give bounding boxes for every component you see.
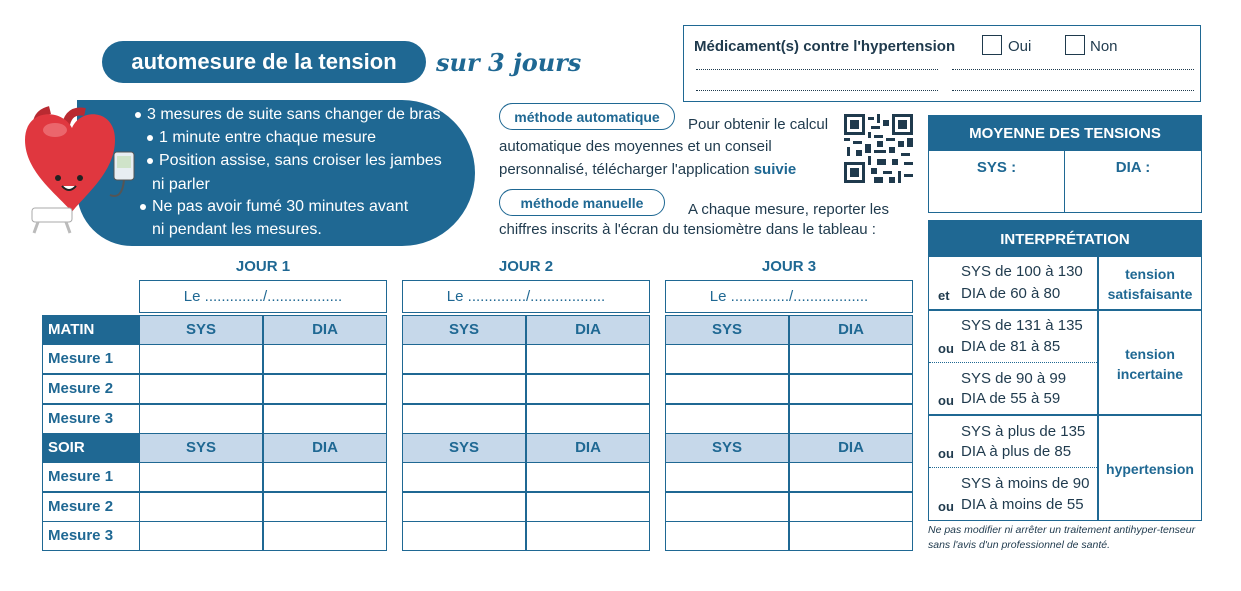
- divider: [929, 362, 1097, 363]
- dia-input-cell[interactable]: [789, 492, 913, 522]
- day-title: JOUR 3: [761, 258, 817, 275]
- oui-checkbox[interactable]: [982, 35, 1002, 55]
- dia-input-cell[interactable]: [526, 462, 650, 492]
- instruction-item: [147, 152, 442, 170]
- sys-input-cell[interactable]: [665, 462, 789, 492]
- interp-label-incertaine: [1099, 344, 1201, 384]
- heart-mascot-icon: [10, 100, 135, 235]
- method-manual-text: chiffres inscrits à l'écran du tensiomètre dans le tableau :: [499, 221, 876, 238]
- instruction-text: 3 mesures de suite sans changer de bras: [147, 106, 441, 123]
- interp-label-hypertension: hypertension: [1106, 461, 1194, 477]
- method-auto-text: Pour obtenir le calcul: [688, 116, 829, 133]
- dia-input-cell[interactable]: [263, 462, 387, 492]
- row-label: Mesure 2: [42, 374, 140, 404]
- dia-input-cell[interactable]: [526, 492, 650, 522]
- instruction-item: [135, 106, 441, 124]
- interp-sys-range: SYS à moins de 90: [961, 475, 1090, 492]
- section-label: SOIR: [42, 433, 140, 463]
- dia-input-cell[interactable]: [789, 521, 913, 551]
- average-title: MOYENNE DES TENSIONS: [929, 116, 1201, 151]
- dia-input-cell[interactable]: [263, 404, 387, 434]
- sys-header: SYS: [402, 315, 526, 345]
- divider: [929, 414, 1201, 416]
- medication-label: Médicament(s) contre l'hypertension: [694, 38, 956, 55]
- page-title: automesure de la tension: [102, 41, 426, 83]
- instruction-text: ni parler: [152, 176, 210, 193]
- dia-input-cell[interactable]: [789, 462, 913, 492]
- interp-dia-range: DIA de 81 à 85: [961, 338, 1061, 355]
- method-auto-text: [499, 161, 796, 178]
- instruction-text: ni pendant les mesures.: [152, 221, 322, 238]
- interpretation-title: INTERPRÉTATION: [929, 221, 1201, 257]
- interp-dia-range: DIA de 60 à 80: [961, 285, 1061, 302]
- interp-label-line: tension: [1125, 346, 1175, 362]
- average-sys-field[interactable]: SYS :: [929, 151, 1065, 212]
- day-title: JOUR 1: [235, 258, 291, 275]
- sys-input-cell[interactable]: [402, 462, 526, 492]
- sys-input-cell[interactable]: [665, 492, 789, 522]
- divider: [929, 467, 1097, 468]
- dia-header: DIA: [526, 433, 650, 463]
- dia-header: DIA: [789, 433, 913, 463]
- average-dia-field[interactable]: DIA :: [1115, 159, 1151, 176]
- interp-label-line: tension: [1125, 266, 1175, 282]
- method-auto-text: automatique des moyennes et un conseil: [499, 138, 772, 155]
- dia-header: DIA: [263, 315, 387, 345]
- interpretation-box: [928, 220, 1202, 521]
- dia-header: DIA: [263, 433, 387, 463]
- instruction-text: Position assise, sans croiser les jambes: [159, 152, 442, 169]
- sys-input-cell[interactable]: [402, 404, 526, 434]
- medication-line-field[interactable]: [696, 69, 938, 70]
- method-manual-text: A chaque mesure, reporter les: [688, 201, 889, 218]
- method-auto-badge: méthode automatique: [499, 103, 675, 130]
- interp-sys-range: SYS à plus de 135: [961, 423, 1086, 440]
- medication-line-field[interactable]: [952, 90, 1194, 91]
- qr-code-icon[interactable]: [844, 114, 913, 183]
- row-label: Mesure 1: [42, 462, 140, 492]
- dia-input-cell[interactable]: [263, 374, 387, 404]
- sys-input-cell[interactable]: [665, 521, 789, 551]
- sys-input-cell[interactable]: [139, 462, 263, 492]
- dia-input-cell[interactable]: [263, 492, 387, 522]
- interp-label-line: satisfaisante: [1107, 286, 1193, 302]
- oui-label: Oui: [1008, 38, 1032, 55]
- dia-input-cell[interactable]: [263, 344, 387, 374]
- dia-input-cell[interactable]: [526, 374, 650, 404]
- instruction-text: Ne pas avoir fumé 30 minutes avant: [152, 198, 409, 215]
- date-field[interactable]: Le ............../..................: [402, 280, 650, 313]
- sys-input-cell[interactable]: [665, 404, 789, 434]
- section-label: MATIN: [42, 315, 140, 345]
- interp-label-line: incertaine: [1116, 366, 1184, 382]
- row-label: Mesure 1: [42, 344, 140, 374]
- date-field[interactable]: Le ............../..................: [139, 280, 387, 313]
- non-checkbox[interactable]: [1065, 35, 1085, 55]
- sys-input-cell[interactable]: [139, 521, 263, 551]
- dia-input-cell[interactable]: [526, 344, 650, 374]
- sys-input-cell[interactable]: [402, 374, 526, 404]
- interp-conjunction: ou: [938, 499, 954, 514]
- dia-input-cell[interactable]: [789, 404, 913, 434]
- interp-dia-range: DIA à plus de 85: [961, 443, 1072, 460]
- instruction-item: [140, 198, 408, 216]
- date-field[interactable]: Le ............../..................: [665, 280, 913, 313]
- sys-input-cell[interactable]: [139, 404, 263, 434]
- dia-input-cell[interactable]: [789, 374, 913, 404]
- sys-input-cell[interactable]: [665, 344, 789, 374]
- page-subtitle: sur 3 jours: [436, 48, 582, 77]
- interp-dia-range: DIA à moins de 55: [961, 496, 1084, 513]
- dia-input-cell[interactable]: [526, 404, 650, 434]
- app-name-link[interactable]: suivie: [753, 161, 797, 178]
- interp-conjunction: ou: [938, 393, 954, 408]
- interp-conjunction: ou: [938, 446, 954, 461]
- dia-input-cell[interactable]: [263, 521, 387, 551]
- sys-input-cell[interactable]: [139, 492, 263, 522]
- day-title: JOUR 2: [498, 258, 554, 275]
- medication-box: [683, 25, 1201, 102]
- interp-label-satisfaisante: [1099, 264, 1201, 304]
- divider: [929, 309, 1201, 311]
- sys-input-cell[interactable]: [665, 374, 789, 404]
- interp-dia-range: DIA de 55 à 59: [961, 390, 1061, 407]
- sys-input-cell[interactable]: [139, 374, 263, 404]
- dia-header: DIA: [526, 315, 650, 345]
- row-label: Mesure 3: [42, 521, 140, 551]
- interp-sys-range: SYS de 131 à 135: [961, 317, 1083, 334]
- method-manual-badge: méthode manuelle: [499, 189, 665, 216]
- sys-header: SYS: [139, 433, 263, 463]
- method-auto-text-part: personnalisé, télécharger l'application: [499, 161, 750, 178]
- sys-header: SYS: [665, 433, 789, 463]
- interp-sys-range: SYS de 100 à 130: [961, 263, 1083, 280]
- disclaimer-text: Ne pas modifier ni arrêter un traitement antihyper-tenseur sans l'avis d'un professionnel de santé.: [928, 524, 1196, 551]
- sys-header: SYS: [665, 315, 789, 345]
- sys-input-cell[interactable]: [139, 344, 263, 374]
- sys-input-cell[interactable]: [402, 521, 526, 551]
- medication-line-field[interactable]: [952, 69, 1194, 70]
- dia-header: DIA: [789, 315, 913, 345]
- row-label: Mesure 3: [42, 404, 140, 434]
- instruction-text: 1 minute entre chaque mesure: [159, 129, 377, 146]
- sys-header: SYS: [402, 433, 526, 463]
- sys-input-cell[interactable]: [402, 344, 526, 374]
- dia-input-cell[interactable]: [526, 521, 650, 551]
- instruction-item: [147, 129, 376, 147]
- medication-line-field[interactable]: [696, 90, 938, 91]
- interp-conjunction: et: [938, 288, 950, 303]
- non-label: Non: [1090, 38, 1118, 55]
- sys-header: SYS: [139, 315, 263, 345]
- average-box: [928, 115, 1202, 213]
- interp-conjunction: ou: [938, 341, 954, 356]
- row-label: Mesure 2: [42, 492, 140, 522]
- sys-input-cell[interactable]: [402, 492, 526, 522]
- dia-input-cell[interactable]: [789, 344, 913, 374]
- interp-sys-range: SYS de 90 à 99: [961, 370, 1067, 387]
